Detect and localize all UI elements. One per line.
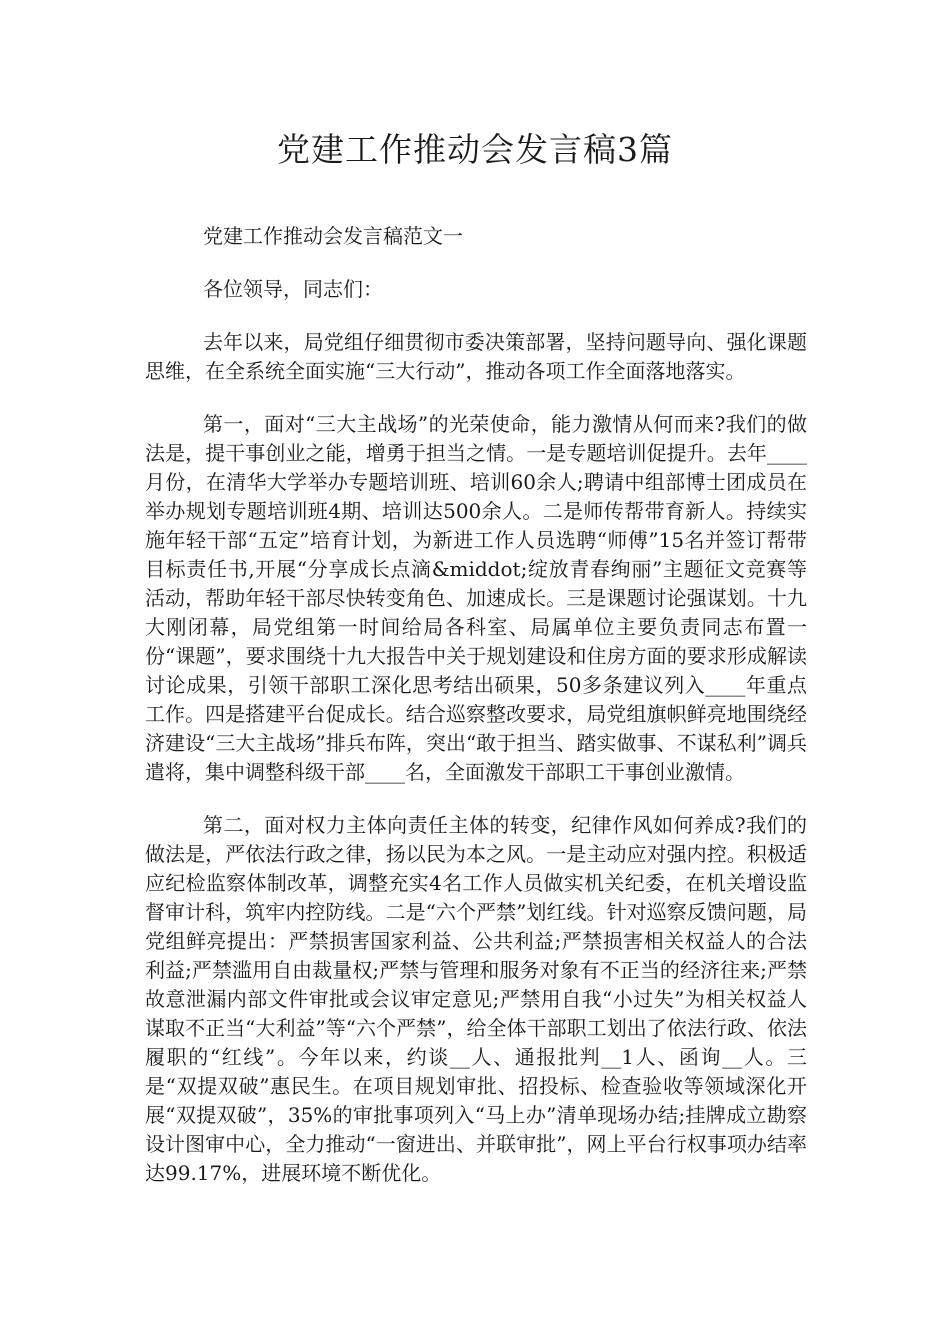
paragraph-second: 第二，面对权力主体向责任主体的转变，纪律作风如何养成?我们的做法是，严依法行政之律，扬以民为本之风。一是主动应对强内控。积极适应纪检监察体制改革，调整充实4名工作人员做实机关纪委，在机关增设监督审计科，筑牢内控防线。二是“六个严禁”划红线。针对巡察反馈问题，局党组鲜亮提出：严禁损害国家利益、公共利益;严禁损害相关权益人的合法利益;严禁滥用自由裁量权;严禁与管理和服务对象有不正当的经济往来;严禁故意泄漏内部文件审批或会议审定意见;严禁用自我“小过失”为相关权益人谋取不正当“大利益”等“六个严禁”，给全体干部职工划出了依法行政、依法履职的“红线”。今年以来，约谈__人、通报批判__1人、函询__人。三是“双提双破”惠民生。在项目规划审批、招投标、检查验收等领域深化开展“双提双破”，35%的审批事项列入“马上办”清单现场办结;挂牌成立勘察设计图审中心，全力推动“一窗进出、并联审批”，网上平台行权事项办结率达99.17%，进展环境不断优化。 [145,813,807,1185]
document-title: 党建工作推动会发言稿3篇 [277,130,673,169]
paragraph-intro: 去年以来，局党组仔细贯彻市委决策部署，坚持问题导向、强化课题思维，在全系统全面实施“三大行动”，推动各项工作全面落地落实。 [145,330,807,383]
paragraph-first: 第一，面对“三大主战场”的光荣使命，能力激情从何而来?我们的做法是，提干事创业之能，增勇于担当之情。一是专题培训促提升。去年____月份，在清华大学举办专题培训班、培训60余人;聘请中组部博士团成员在举办规划专题培训班4期、培训达500余人。二是师传帮带育新人。持续实施年轻干部“五定”培育计划，为新进工作人员选聘“师傅”15名并签订帮带目标责任书,开展“分享成长点滴&middot;绽放青春绚丽”主题征文竞赛等活动，帮助年轻干部尽快转变角色、加速成长。三是课题讨论强谋划。十九大刚闭幕，局党组第一时间给局各科室、局属单位主要负责同志布置一份“课题”，要求围绕十九大报告中关于规划建设和住房方面的要求形成解读讨论成果，引领干部职工深化思考结出硕果，50多条建议列入____年重点工作。四是搭建平台促成长。结合巡察整改要求，局党组旗帜鲜亮地围绕经济建设“三大主战场”排兵布阵，突出“敢于担当、踏实做事、不谋私利”调兵遣将，集中调整科级干部____名，全面激发干部职工干事创业激情。 [145,412,807,784]
document-body [145,222,807,1212]
document-subtitle: 党建工作推动会发言稿范文一 [203,224,463,248]
salutation: 各位领导，同志们： [203,277,383,301]
